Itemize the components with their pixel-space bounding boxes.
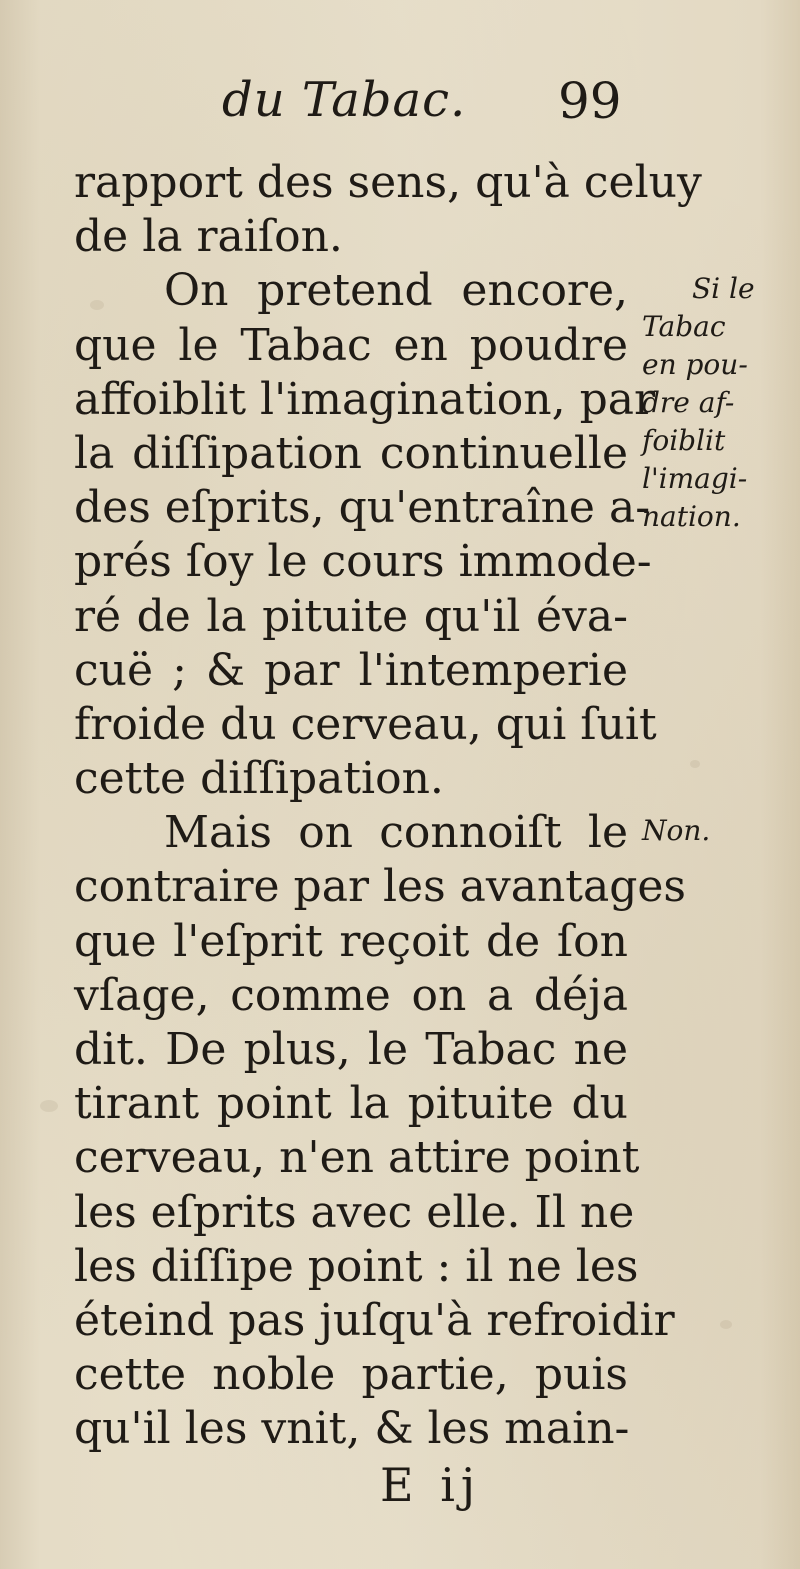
margin-note-line: l'imagi- [642, 462, 748, 495]
margin-note-line: Tabac [642, 310, 726, 343]
text-line: vſage, comme on a déja [74, 969, 628, 1021]
page-header [0, 72, 800, 152]
body-text [74, 156, 702, 1457]
margin-note-line: Non. [642, 814, 711, 847]
page-number: 99 [558, 72, 622, 130]
text-line: dit. De plus, le Tabac ne [74, 1024, 628, 1075]
text-line: affoiblit l'imagination, par [74, 373, 656, 425]
text-line: On pretend encore, [164, 265, 628, 317]
text-line: Mais on connoiſt le [164, 807, 628, 859]
text-line: tirant point la pituite du [74, 1078, 628, 1130]
paper-spot [690, 760, 700, 768]
text-line: des eſprits, qu'entraîne a- [74, 482, 651, 534]
text-line: que le Tabac en poudre [74, 319, 628, 371]
text-line: prés ſoy le cours immode- [74, 536, 652, 588]
margin-note-line: nation. [642, 500, 741, 533]
margin-note-line: dre af- [642, 386, 735, 419]
margin-note-line: Si le [692, 272, 755, 305]
text-line: cette noble partie, puis [74, 1349, 628, 1401]
paper-spot [720, 1320, 732, 1329]
running-title: du Tabac. [222, 72, 467, 128]
text-line: ré de la pituite qu'il éva- [74, 590, 628, 642]
text-line: contraire par les avantages [74, 861, 687, 913]
text-line: de la raiſon. [74, 211, 343, 263]
text-line: les diſſipe point : il ne les [74, 1240, 639, 1292]
signature-mark: E ij [380, 1458, 482, 1512]
text-line: cerveau, n'en attire point [74, 1132, 640, 1184]
text-line: les eſprits avec elle. Il ne [74, 1186, 635, 1238]
text-line: cuë ; & par l'intemperie [74, 644, 628, 696]
text-line: éteind pas juſqu'à refroidir [74, 1294, 675, 1346]
text-line: la diſſipation continuelle [74, 427, 628, 479]
text-line: cette diſſipation. [74, 753, 444, 805]
paper-spot [40, 1100, 58, 1112]
margin-note-line: foiblit [642, 424, 726, 457]
text-line: rapport des sens, qu'à celuy [74, 157, 702, 208]
text-line: que l'eſprit reçoit de ſon [74, 915, 628, 967]
margin-note-imagination [642, 270, 772, 536]
text-line: froide du cerveau, qui ſuit [74, 698, 657, 750]
margin-note-line: en pou- [642, 348, 748, 381]
text-line: qu'il les vnit, & les main- [74, 1403, 630, 1455]
margin-note-non [642, 812, 772, 850]
